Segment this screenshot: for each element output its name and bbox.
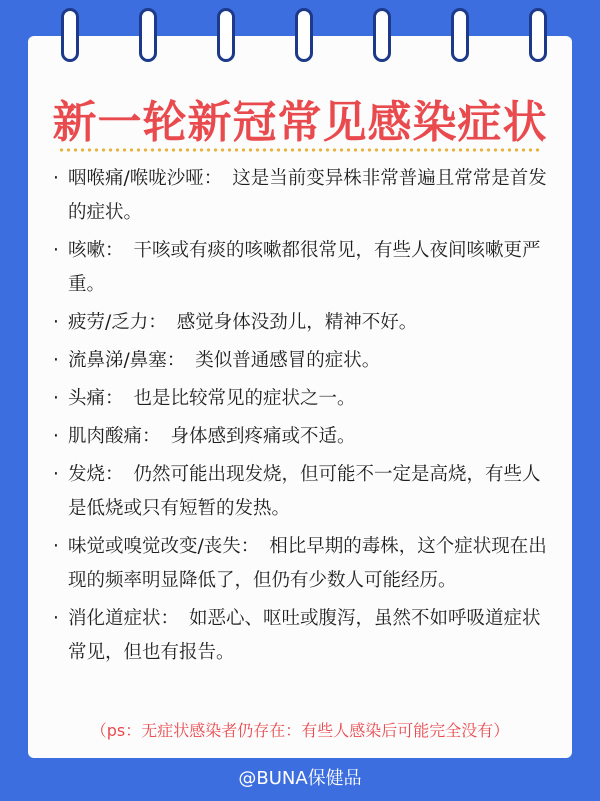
list-item (46, 602, 556, 670)
symptom-description: 干咳或有痰的咳嗽都很常见，有些人夜间咳嗽更严重。 (68, 240, 541, 295)
binder-ring (139, 8, 157, 62)
binder-ring (529, 8, 547, 62)
list-item (46, 530, 556, 598)
list-item (46, 382, 556, 416)
bullet-icon: · (53, 464, 59, 485)
list-item (46, 234, 556, 302)
list-item (46, 162, 556, 230)
bullet-icon: · (53, 312, 59, 333)
list-item (46, 306, 556, 340)
binder-ring (373, 8, 391, 62)
symptom-term: 肌肉酸痛： (68, 426, 161, 447)
symptom-term: 发烧： (68, 464, 124, 485)
symptom-description: 身体感到疼痛或不适。 (170, 426, 356, 447)
list-item (46, 344, 556, 378)
symptom-term: 咳嗽： (68, 240, 124, 261)
bullet-icon: · (53, 426, 59, 447)
symptom-description: 仍然可能出现发烧，但可能不一定是高烧，有些人是低烧或只有短暂的发热。 (68, 464, 541, 519)
bullet-icon: · (53, 240, 59, 261)
dotted-divider (58, 148, 542, 152)
bullet-icon: · (53, 350, 59, 371)
ps-note: （ps：无症状感染者仍存在：有些人感染后可能完全没有） (90, 721, 510, 740)
bullet-icon: · (53, 536, 59, 557)
symptom-term: 流鼻涕/鼻塞： (68, 350, 186, 371)
binder-ring (61, 8, 79, 62)
bullet-icon: · (53, 388, 59, 409)
list-item (46, 420, 556, 454)
footer-handle: @BUNA保健品 (238, 768, 362, 789)
symptom-description: 相比早期的毒株，这个症状现在出现的频率明显降低了，但仍有少数人可能经历。 (68, 536, 547, 591)
symptom-term: 疲劳/乏力： (68, 312, 167, 333)
bullet-icon: · (53, 168, 59, 189)
binder-ring (295, 8, 313, 62)
symptom-list (46, 162, 556, 674)
bullet-icon: · (53, 608, 59, 629)
symptom-description: 也是比较常见的症状之一。 (133, 388, 356, 409)
symptom-description: 如恶心、呕吐或腹泻，虽然不如呼吸道症状常见，但也有报告。 (68, 608, 541, 663)
symptom-description: 感觉身体没劲儿，精神不好。 (176, 312, 418, 333)
list-item (46, 458, 556, 526)
binder-ring (451, 8, 469, 62)
symptom-description: 这是当前变异株非常普遍且常常是首发的症状。 (68, 168, 547, 223)
symptom-term: 头痛： (68, 388, 124, 409)
symptom-term: 咽喉痛/喉咙沙哑： (68, 168, 223, 189)
page-title: 新一轮新冠常见感染症状 (52, 97, 548, 148)
symptom-term: 味觉或嗅觉改变/丧失： (68, 536, 260, 557)
symptom-description: 类似普通感冒的症状。 (195, 350, 381, 371)
symptom-term: 消化道症状： (68, 608, 180, 629)
binder-ring (217, 8, 235, 62)
